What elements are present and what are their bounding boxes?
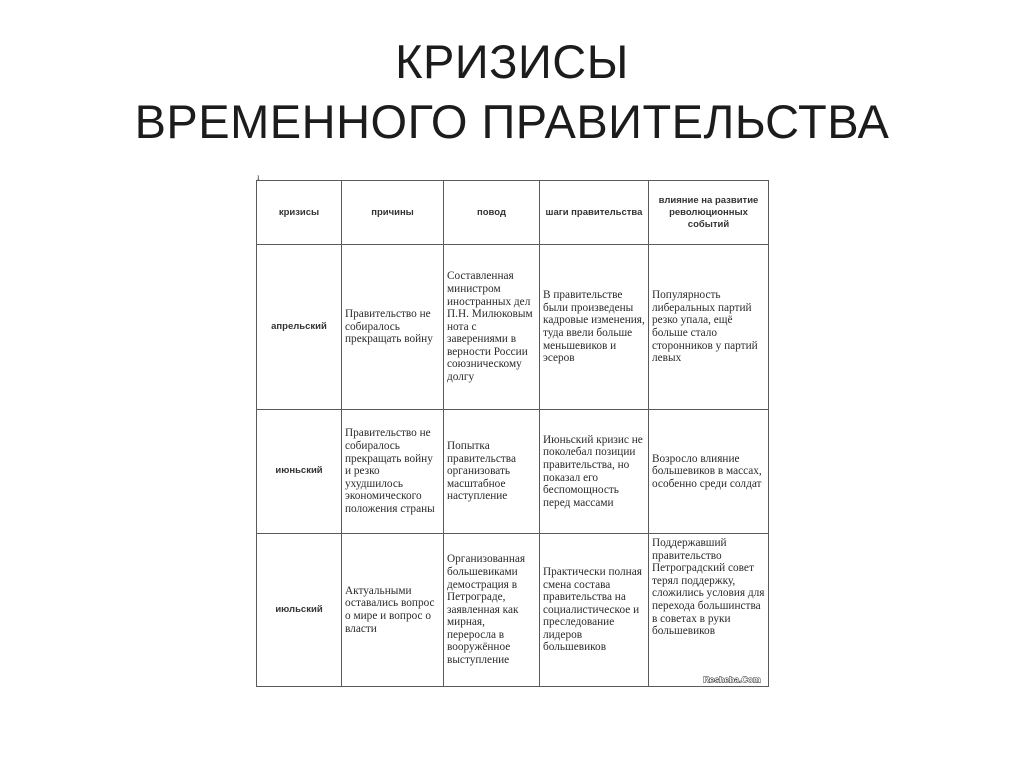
cell-government-steps: Июньский кризис не поколебал позиции правительства, но показал его беспомощность перед массами (540, 410, 649, 534)
title-line-2: ВРЕМЕННОГО ПРАВИТЕЛЬСТВА (134, 95, 890, 148)
header-influence: влияние на развитие революционных событий (649, 181, 769, 245)
svg-text:Resheba.Com: Resheba.Com (703, 674, 761, 685)
row-crisis-label: июньский (257, 410, 342, 534)
header-pretext: повод (444, 181, 540, 245)
corner-mark: ı (257, 172, 260, 182)
table-row (257, 245, 769, 410)
row-crisis-label: июльский (257, 534, 342, 687)
cell-causes: Правительство не собиралось прекращать войну (342, 245, 444, 410)
crisis-table (256, 180, 769, 687)
cell-pretext: Попытка правительства организовать масштабное наступление (444, 410, 540, 534)
watermark-stamp (697, 673, 767, 685)
cell-pretext: Составленная министром иностранных дел П.Н. Милюковым нота с заверениями в верности России союзническому долгу (444, 245, 540, 410)
table-row (257, 410, 769, 534)
cell-causes: Правительство не собиралось прекращать войну и резко ухудшилось экономического положения страны (342, 410, 444, 534)
row-crisis-label: апрельский (257, 245, 342, 410)
slide-title (0, 32, 1024, 152)
header-government-steps: шаги правительства (540, 181, 649, 245)
watermark-graphic (698, 674, 766, 685)
header-crises: кризисы (257, 181, 342, 245)
cell-influence: Возросло влияние большевиков в массах, особенно среди солдат (649, 410, 769, 534)
table-header-row (257, 181, 769, 245)
cell-government-steps: Практически полная смена состава правительства на социалистическое и преследование лидеров большевиков (540, 534, 649, 687)
cell-government-steps: В правительстве были произведены кадровые изменения, туда ввели больше меньшевиков и эсеров (540, 245, 649, 410)
header-causes: причины (342, 181, 444, 245)
table-row (257, 534, 769, 687)
cell-influence: Популярность либеральных партий резко упала, ещё больше стало сторонников у партий левых (649, 245, 769, 410)
cell-pretext: Организованная большевиками демострация в Петрограде, заявленная как мирная, переросла в вооружённое выступление (444, 534, 540, 687)
crisis-table-image (256, 180, 768, 685)
title-line-1: КРИЗИСЫ (395, 35, 629, 88)
cell-influence: Поддержавший правительство Петроградский совет терял поддержку, сложились условия для перехода большинства в советах в руки большевиков (649, 534, 769, 687)
cell-causes: Актуальными оставались вопрос о мире и вопрос о власти (342, 534, 444, 687)
